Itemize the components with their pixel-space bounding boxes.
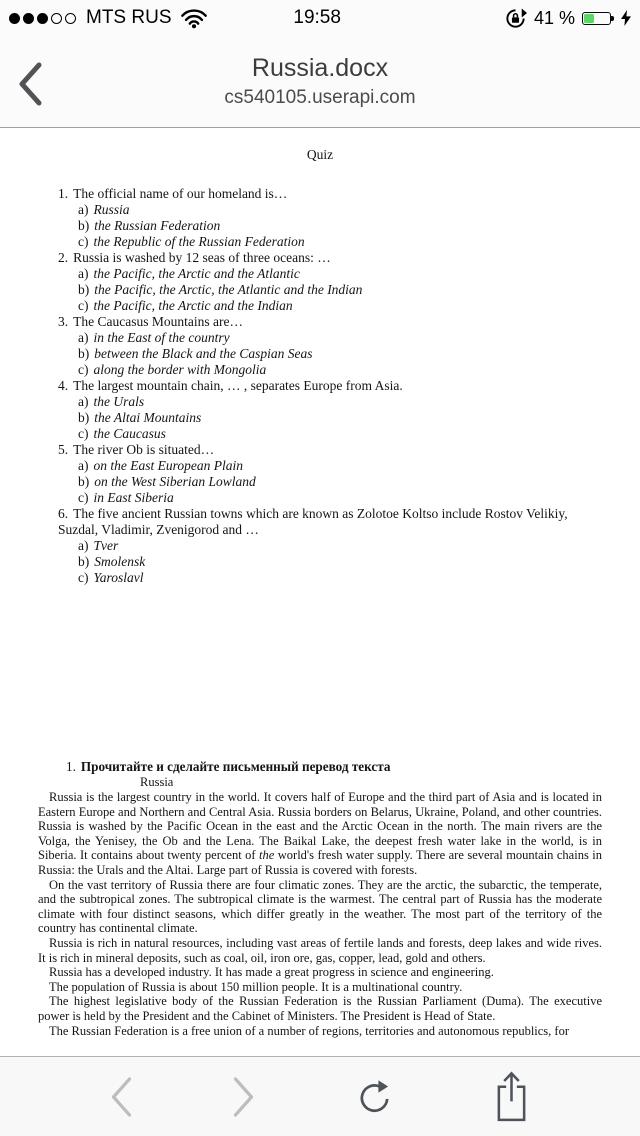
signal-dot	[37, 13, 48, 24]
orientation-lock-icon	[504, 7, 527, 30]
wifi-icon	[180, 8, 208, 29]
question-number: 5.	[58, 442, 69, 457]
question-text: The official name of our homeland is…	[73, 186, 288, 201]
question-number: 2.	[58, 250, 69, 265]
signal-dot	[23, 13, 34, 24]
bottom-toolbar	[0, 1056, 640, 1136]
question-number: 1.	[58, 186, 69, 201]
question-text: The river Ob is situated…	[73, 442, 215, 457]
quiz-option: b) Smolensk	[78, 554, 146, 569]
paragraph: The population of Russia is about 150 million people. It is a multinational country.	[49, 979, 463, 994]
quiz-option: c) Yaroslavl	[78, 570, 144, 585]
document-scroll-area[interactable]	[0, 129, 640, 1056]
carrier-label: MTS RUS	[86, 7, 172, 28]
chevron-left-icon	[15, 61, 45, 107]
charging-bolt-icon	[621, 10, 631, 26]
toolbar-reload-button[interactable]	[344, 1065, 404, 1129]
translation-heading: 1. Прочитайте и сделайте письменный перевод текста	[66, 759, 391, 774]
question-text: Russia is washed by 12 seas of three oceans: …	[73, 250, 331, 265]
quiz-option: a) Tver	[78, 538, 119, 553]
page-subtitle: cs540105.userapi.com	[224, 87, 416, 108]
quiz-question	[58, 186, 582, 250]
signal-dot	[51, 13, 62, 24]
question-text: The Caucasus Mountains are…	[73, 314, 243, 329]
quiz-option: a) on the East European Plain	[78, 458, 243, 473]
quiz-option: c) along the border with Mongolia	[78, 362, 267, 377]
quiz-option: c) in East Siberia	[78, 490, 174, 505]
toolbar-forward-button[interactable]	[213, 1065, 273, 1129]
quiz-title: Quiz	[306, 147, 334, 162]
quiz-option: b) the Altai Mountains	[78, 410, 202, 425]
quiz-option: c) the Republic of the Russian Federation	[78, 234, 305, 249]
toolbar-share-button[interactable]	[481, 1065, 541, 1129]
question-text: The largest mountain chain, … , separates Europe from Asia.	[73, 378, 403, 393]
quiz-option: b) on the West Siberian Lowland	[78, 474, 256, 489]
quiz-option: b) between the Black and the Caspian Seas	[78, 346, 313, 361]
quiz-option: a) Russia	[78, 202, 130, 217]
translation-section	[38, 758, 602, 1038]
signal-dot	[65, 13, 76, 24]
translation-subheading: Russia	[140, 775, 174, 789]
quiz-question	[58, 506, 582, 586]
quiz-option: a) in the East of the country	[78, 330, 230, 345]
battery-fill	[584, 14, 594, 23]
quiz-option: a) the Urals	[78, 394, 145, 409]
battery-icon	[582, 12, 614, 25]
question-number: 6.	[58, 506, 69, 521]
question-text: The five ancient Russian towns which are known as Zolotoe Koltso include Rostov Velikiy, Suzdal, Vladimir, Zvenigorod and …	[58, 506, 568, 537]
quiz-option: b) the Russian Federation	[78, 218, 221, 233]
quiz-option: a) the Pacific, the Arctic and the Atlantic	[78, 266, 300, 281]
quiz-option: b) the Pacific, the Arctic, the Atlantic and the Indian	[78, 282, 363, 297]
quiz-question	[58, 314, 582, 378]
quiz-question	[58, 442, 582, 506]
question-number: 3.	[58, 314, 69, 329]
quiz-question	[58, 378, 582, 442]
share-icon	[494, 1070, 529, 1123]
question-number: 4.	[58, 378, 69, 393]
status-bar	[0, 0, 640, 36]
paragraph: Russia is rich in natural resources, including vast areas of fertile lands and forests, deep lakes and wide rives. It is rich in mineral deposits, such as coal, oil, iron ore, gas, copper, lead, gold and others.	[38, 935, 602, 965]
toolbar-back-button[interactable]	[91, 1065, 151, 1129]
chevron-left-icon	[109, 1076, 134, 1118]
battery-percent-label: 41 %	[533, 7, 575, 28]
nav-header	[0, 36, 640, 128]
page-title: Russia.docx	[251, 54, 389, 82]
signal-strength-icon	[9, 13, 76, 24]
quiz-option: c) the Caucasus	[78, 426, 166, 441]
chevron-right-icon	[231, 1076, 256, 1118]
reload-icon	[356, 1078, 393, 1115]
paragraph: On the vast territory of Russia there are four climatic zones. They are the arctic, the subarctic, the temperate, and the subtropical zones. The subtropical climate is the warmest. The central part of Russia has the moderate climate with four distinct seasons, which differ greatly in the weather. The most part of the territory of the country has continental climate.	[38, 877, 602, 936]
paragraph: Russia is the largest country in the world. It covers half of Europe and the third part of Asia and is located in Eastern Europe and Northern and Central Asia. Russia borders on Belarus, Ukraine, Poland, and other countries. Russia is washed by the Pacific Ocean in the east and the Arctic Ocean in the north. The main rivers are the Volga, the Yenisey, the Ob and the Lena. The Baikal Lake, the deepest fresh water lake in the world, is in Siberia. It contains about twenty percent of the world's fresh water supply. There are several mountain chains in Russia: the Urals and the Altai. Large part of Russia is covered with forests.	[38, 790, 602, 877]
paragraph: The Russian Federation is a free union of a number of regions, territories and autonomous republics, for	[49, 1023, 570, 1038]
paragraph: Russia has a developed industry. It has made a great progress in science and engineering.	[49, 965, 494, 980]
paragraph: The highest legislative body of the Russian Federation is the Russian Parliament (Duma). The executive power is held by the President and the Cabinet of Ministers. The President is Head of State.	[38, 994, 602, 1023]
signal-dot	[9, 13, 20, 24]
quiz-option: c) the Pacific, the Arctic and the Indian	[78, 298, 293, 313]
back-button[interactable]	[15, 60, 55, 108]
quiz-section	[58, 147, 582, 586]
clock-label: 19:58	[293, 7, 341, 28]
quiz-question	[58, 250, 582, 314]
